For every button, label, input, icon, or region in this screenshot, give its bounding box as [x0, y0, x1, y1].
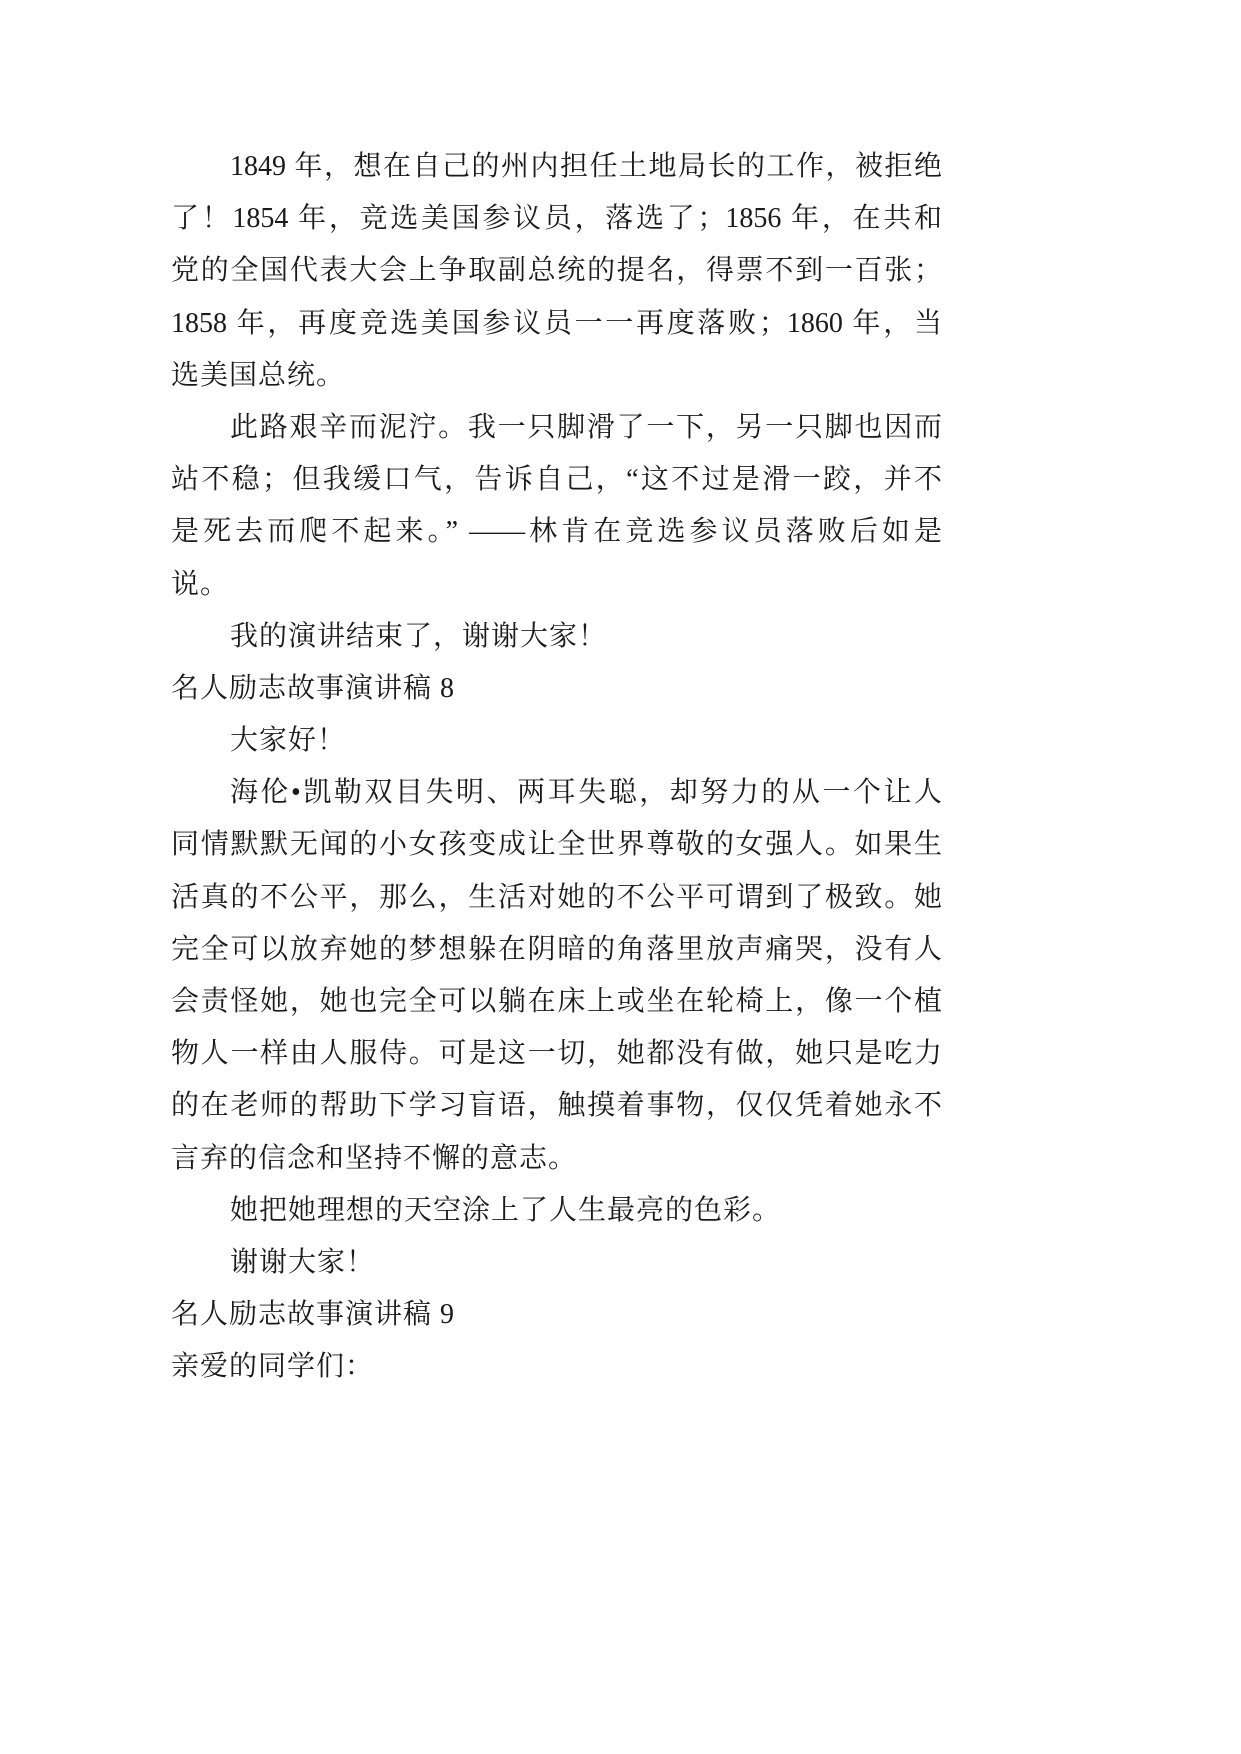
salutation: 亲爱的同学们： — [171, 1351, 375, 1383]
speech-8-section — [171, 663, 942, 1289]
text-line: 海伦•凯勒双目失明、两耳失聪，却努力的从一个让人 — [230, 777, 942, 809]
paragraph — [171, 141, 942, 402]
text-line: 站不稳；但我缓口气，告诉自己，“这不过是滑一跤，并不 — [171, 464, 942, 496]
text-line: 选美国总统。 — [171, 359, 346, 391]
text-line: 活真的不公平，那么，生活对她的不公平可谓到了极致。她 — [171, 881, 942, 913]
document-body — [171, 141, 942, 1394]
text-line: 言弃的信念和坚持不懈的意志。 — [171, 1142, 578, 1174]
text-line: 的在老师的帮助下学习盲语，触摸着事物，仅仅凭着她永不 — [171, 1090, 942, 1122]
text-line: 物人一样由人服侍。可是这一切，她都没有做，她只是吃力 — [171, 1038, 942, 1070]
text-line: 党的全国代表大会上争取副总统的提名，得票不到一百张； — [171, 255, 942, 287]
text-line: 1849 年，想在自己的州内担任土地局长的工作，被拒绝 — [230, 151, 942, 182]
text-line: 谢谢大家！ — [230, 1246, 376, 1278]
paragraph — [171, 715, 942, 767]
text-line: 大家好！ — [230, 725, 347, 757]
continued-speech-section — [171, 141, 942, 663]
section-heading: 名人励志故事演讲稿 8 — [171, 672, 456, 704]
text-line: 同情默默无闻的小女孩变成让全世界尊敬的女强人。如果生 — [171, 829, 942, 861]
text-line: 会责怪她，她也完全可以躺在床上或坐在轮椅上，像一个植 — [171, 986, 942, 1017]
speech-9-section — [171, 1289, 942, 1393]
paragraph — [171, 611, 942, 663]
paragraph — [171, 767, 942, 1185]
text-line: 是死去而爬不起来。” ——林肯在竞选参议员落败后如是 — [171, 516, 942, 548]
text-line: 完全可以放弃她的梦想躲在阴暗的角落里放声痛哭，没有人 — [171, 933, 942, 965]
section-heading: 名人励志故事演讲稿 9 — [171, 1299, 456, 1331]
text-line: 此路艰辛而泥泞。我一只脚滑了一下，另一只脚也因而 — [230, 411, 942, 443]
text-line: 1858 年，再度竞选美国参议员一一再度落败；1860 年，当 — [171, 307, 942, 339]
paragraph — [171, 402, 942, 611]
paragraph — [171, 1185, 942, 1237]
text-line: 她把她理想的天空涂上了人生最亮的色彩。 — [230, 1194, 782, 1226]
text-line: 我的演讲结束了，谢谢大家！ — [230, 620, 608, 652]
text-line: 说。 — [171, 568, 230, 600]
text-line: 了！1854 年，竞选美国参议员，落选了；1856 年，在共和 — [171, 203, 942, 235]
paragraph — [171, 1237, 942, 1289]
